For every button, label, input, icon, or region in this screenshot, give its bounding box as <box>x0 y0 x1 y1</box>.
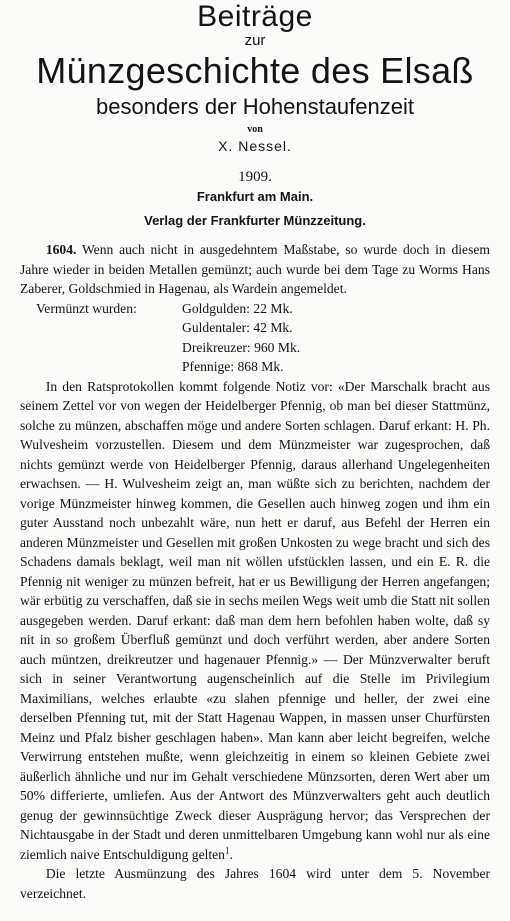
coin-item: Dreikreuzer: 960 Mk. <box>182 339 301 355</box>
paragraph-text: Wenn auch nicht in ausgedehntem Maßstabe, so wurde doch in diesem Jahre wieder in beiden Metallen gemünzt; auch wurde bei dem Tage zu Worms Hans Zaberer, Goldschmied in Hagenau, als Wardein angemeldet. <box>20 242 490 296</box>
footnote-marker: 1 <box>224 844 230 855</box>
publisher: Verlag der Frankfurter Münzzeitung. <box>144 213 366 228</box>
subtitle: besonders der Hohenstaufenzeit <box>96 94 414 119</box>
paragraph-end: . <box>229 846 233 862</box>
paragraph-1604 <box>20 240 490 299</box>
publication-year: 1909. <box>238 169 272 185</box>
year-lead: 1604. <box>45 242 77 257</box>
coin-item: Guldentaler: 42 Mk. <box>182 320 293 335</box>
paragraph-last-minting <box>20 864 490 903</box>
body-text <box>20 240 490 903</box>
title-line-beitraege: Beiträge <box>197 0 313 33</box>
coin-item: Pfennige: 868 Mk. <box>182 359 284 374</box>
paragraph-ratsprotokolle <box>20 377 490 865</box>
main-title: Münzgeschichte des Elsaß <box>36 50 474 91</box>
coin-list <box>20 299 490 377</box>
publication-place: Frankfurt am Main. <box>196 189 314 204</box>
paragraph-text: Die letzte Ausmünzung des Jahres 1604 wird unter dem 5. November verzeichnet. <box>20 866 490 901</box>
title-line-zur: zur <box>244 32 266 49</box>
paragraph-text: In den Ratsprotokollen kommt folgende Notiz vor: «Der Marschalk bracht aus seinem Zettel vor von wegen der Heidelberger Pfennig, ob man bei dieser Stattmünz, solche zu münzen, abschaffen möge und andere Sorten schlagen. Daruf erkant: H. Ph. Wulvesheim vorzustellen. Diesem und dem Münzmeister war zugesprochen, daß nichts gemünzt werde von Heidelberger Pfennig, daraus allerhand Ungelegenheiten erwachsen. — H. Wulvesheim zeigt an, man wüßte sich zu berichten, nachdem der vorige Münzmeister hinweg kommen, die Gesellen auch hinweg zogen und ihm ein guter Ausstand noch unbezahlt wäre, nun hett er daruf, aus Befehl der Herren ein anderen Münzmeister und Gesellen mit großen Unkosten zu wege bracht und sich des Schadens damals beklagt, weil man nit wöllen ufstücklen lassen, und ein E. R. die Pfennig nit weniger zu münzen befreit, hat er us Bewilligung der Herren angefangen; wär erbütig zu verschaffen, daß sie in sechs meilen Wegs weit umb die Statt nit sollen ausgegeben werden. Daruf erkant: daß man dem hern befohlen haben wolte, daß sy nit in so großem Überfluß gemünzt und doch verführt werden, aber andere Sorten auch müntzen, dreikreutzer und hagenauer Pfennig.» — Der Münzverwalter beruft sich in seiner Verantwortung augenscheinlich auf die Stelle im Privilegium Maximilians, welches erlaubte «zu slahen pfennige und heller, der zwei eine derselben Pfenning tut, mit der Statt Hagenau Wappen, in massen unser Churfürsten Meinz und Pfalz bisher geschlagen haben». Man kann aber leicht begreifen, welche Verwirrung entstehen mußte, wenn gleichzeitig in einem so kleinen Gebiete zwei äußerlich ähnliche und nur im Gehalt verschiedene Münzsorten, deren Wert aber um 50% differierte, umliefen. Aus der Antwort des Münzverwalters geht auch deutlich genug der gewinnsüchtige Zweck dieser Ausprägung hervor; das Versprechen der Nichtausgabe in der Stadt und deren unmittelbaren Umgebung kann wohl nur als eine ziemlich naive Entschuldigung gelten <box>20 378 490 862</box>
coin-list-label: Vermünzt wurden: <box>36 300 137 316</box>
author-name: X. Nessel. <box>218 138 292 154</box>
by-label: von <box>247 124 263 135</box>
coin-item: Goldgulden: 22 Mk. <box>182 300 293 316</box>
